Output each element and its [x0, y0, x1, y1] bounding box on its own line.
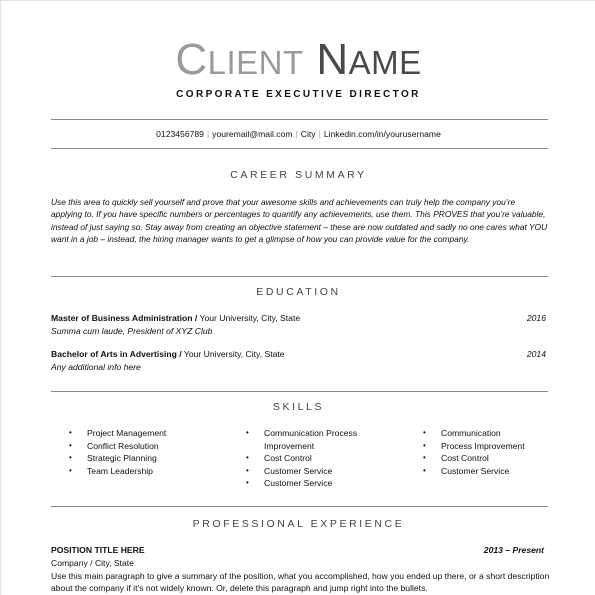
skill-label: Cost Control [264, 453, 312, 464]
client-name [1, 35, 595, 88]
divider-top [51, 119, 548, 120]
skill-label: Customer Service [441, 465, 510, 476]
bullet-icon: • [69, 453, 72, 463]
section-title-career-summary: CAREER SUMMARY [230, 169, 367, 181]
divider-education [51, 391, 548, 392]
skill-item [69, 465, 237, 478]
education-note: Summa cum laude, President of XYZ Club [51, 325, 213, 336]
skill-label: Cost Control [441, 453, 489, 464]
name-first-initial: C [175, 35, 208, 84]
contact-email[interactable]: youremail@mail.com [212, 129, 293, 139]
skill-item [246, 477, 394, 490]
skill-label: Team Leadership [87, 465, 153, 476]
skill-label: Customer Service [264, 465, 333, 476]
skill-label: Customer Service [264, 478, 333, 489]
skill-item [246, 465, 394, 478]
bullet-icon: • [69, 440, 72, 450]
job-dates: 2013 – Present [483, 545, 544, 555]
contact-separator: | [295, 129, 298, 139]
education-degree: Bachelor of Arts in Advertising / [51, 349, 182, 359]
section-title-education: EDUCATION [256, 286, 341, 298]
contact-line [1, 129, 595, 139]
education-item [51, 348, 546, 373]
skill-item [423, 440, 561, 453]
section-title-skills: SKILLS [272, 401, 325, 413]
bullet-icon: • [423, 440, 426, 450]
skill-label: Communication Process Improvement [264, 428, 358, 451]
bullet-icon: • [246, 478, 249, 488]
skill-item [69, 427, 237, 440]
bullet-icon: • [423, 465, 426, 475]
name-first [175, 35, 303, 84]
contact-city: City [300, 129, 316, 139]
name-last [316, 35, 421, 84]
education-year: 2014 [526, 349, 546, 359]
skill-item [423, 427, 561, 440]
education-school: Your University, City, State [197, 313, 301, 323]
education-degree: Master of Business Administration / [51, 313, 198, 323]
education-year: 2016 [526, 313, 546, 323]
skills-column-2 [246, 427, 394, 490]
skill-label: Conflict Resolution [87, 440, 159, 451]
skill-label: Process Improvement [441, 440, 525, 451]
skills-column-1 [69, 427, 237, 477]
skill-label: Communication [441, 428, 501, 438]
bullet-icon: • [423, 428, 426, 437]
job-subtitle: CORPORATE EXECUTIVE DIRECTOR [176, 89, 421, 100]
skill-label: Project Management [87, 428, 167, 438]
bullet-icon: • [246, 453, 249, 463]
name-first-rest: LIENT [207, 44, 304, 81]
education-school: Your University, City, State [181, 349, 285, 359]
job-location: Company / City, State [51, 558, 134, 568]
divider-contact [51, 148, 548, 149]
contact-separator: | [318, 129, 321, 139]
contact-phone: 0123456789 [156, 129, 204, 139]
skills-column-3 [423, 427, 561, 477]
job-description: Use this main paragraph to give a summary of the position, what you accomplished, how you ended up there, or a short description about the company if it’s not widely known. Or, delete this paragraph and jump right into the bullets. [51, 571, 550, 594]
name-last-rest: AME [348, 44, 422, 81]
skill-item [69, 440, 237, 453]
job-position-title: POSITION TITLE HERE [51, 545, 145, 555]
bullet-icon: • [246, 465, 249, 475]
contact-linkedin[interactable]: Linkedin.com/in/yourusername [323, 129, 441, 139]
skill-item [69, 452, 237, 465]
education-note: Any additional info here [51, 361, 141, 372]
name-last-initial: N [316, 35, 349, 84]
skill-label: Strategic Planning [87, 453, 157, 464]
bullet-icon: • [69, 465, 72, 475]
section-title-experience: PROFESSIONAL EXPERIENCE [192, 518, 405, 530]
skill-item [246, 427, 394, 452]
bullet-icon: • [246, 428, 249, 437]
education-heading [51, 312, 546, 325]
skill-item [246, 452, 394, 465]
skill-item [423, 465, 561, 478]
divider-summary [51, 276, 548, 277]
skill-item [423, 452, 561, 465]
education-item [51, 312, 546, 337]
bullet-icon: • [69, 428, 72, 437]
contact-separator: | [206, 129, 210, 139]
education-heading [51, 348, 546, 361]
divider-skills [51, 506, 548, 507]
bullet-icon: • [423, 453, 426, 463]
career-summary-text: Use this area to quickly sell yourself and prove that your awesome skills and achievements can truly help the company you’re applying to. If you have specific numbers or percentages to quantify any achievements, use them. This PROVES that you’re valuable, instead of just saying so. Stay away from creating an objective statement – these are now outdated and sadly no one cares what YOU want in a job – instead, the hiring manager wants to get a glimpse of how you can provide value for the company. [51, 197, 548, 244]
